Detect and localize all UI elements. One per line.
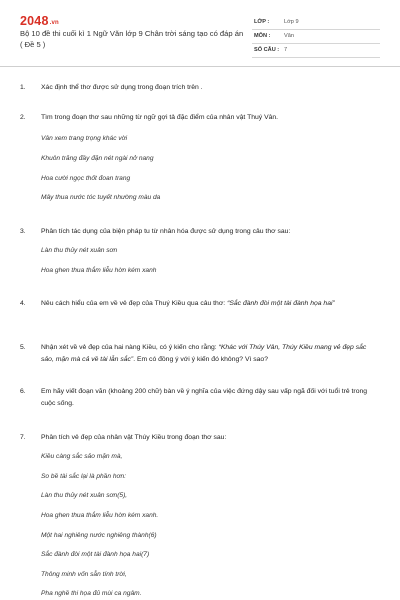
meta-label: SỐ CÂU :: [254, 47, 280, 53]
meta-row-subject: [252, 30, 380, 44]
question-6: [20, 386, 380, 410]
quoted-opinion: “Khác với Thúy Vân, Thúy Kiều mang vẻ đẹp sắc sảo, mặn mà cả về tài lẫn sắc”: [41, 344, 367, 363]
logo-number: 2048: [20, 14, 49, 28]
meta-value: Văn: [284, 33, 294, 39]
verse-line: Làn thu thủy nét xuân sơn: [41, 247, 118, 254]
question-text: Phân tích vẻ đẹp của nhân vật Thúy Kiều trong đoạn thơ sau:: [41, 434, 227, 441]
question-number: 7.: [20, 434, 26, 441]
question-text: [41, 342, 380, 366]
question-number: 1.: [20, 84, 26, 91]
question-number: 3.: [20, 228, 26, 235]
question-text-end: . Em có đồng ý với ý kiến đó không? Vì sao?: [133, 356, 268, 363]
question-number: 2.: [20, 114, 26, 121]
question-text: Tìm trong đoạn thơ sau những từ ngữ gợi tả đặc điểm của nhân vật Thuý Vân.: [41, 114, 279, 121]
meta-row-grade: [252, 16, 380, 30]
question-text: [41, 298, 380, 310]
meta-label: LỚP :: [254, 19, 270, 25]
verse-line: Pha nghề thi họa đủ mùi ca ngâm.: [41, 590, 142, 597]
question-7: [20, 432, 380, 444]
meta-value: 7: [284, 47, 288, 53]
meta-row-question-count: [252, 44, 380, 58]
verse-line: Hoa ghen thua thắm liễu hờn kém xanh.: [41, 512, 159, 519]
question-1: [20, 82, 380, 94]
verse-line: Hoa cười ngọc thốt đoan trang: [41, 175, 131, 182]
verse-line: Vân xem trang trọng khác vời: [41, 135, 128, 142]
question-text: Xác định thể thơ được sử dụng trong đoạn trích trên .: [41, 84, 203, 91]
quoted-verse: “Sắc đành đòi một tài đành họa hai”: [227, 300, 335, 307]
question-4: [20, 298, 380, 310]
document-title: Bộ 10 đề thi cuối kì 1 Ngữ Văn lớp 9 Chân trời sáng tạo có đáp án ( Đề 5 ): [20, 29, 244, 49]
question-3: [20, 226, 380, 238]
verse-line: Thông minh vốn sẵn tính trời,: [41, 571, 127, 578]
logo-domain: .vn: [49, 20, 59, 26]
site-logo[interactable]: [20, 14, 59, 28]
question-text: Em hãy viết đoạn văn (khoảng 200 chữ) bàn về ý nghĩa của việc đứng dậy sau vấp ngã đối với tuổi trẻ trong cuộc sống.: [41, 388, 368, 407]
question-text-main: Nhận xét về vẻ đẹp của hai nàng Kiều, có ý kiến cho rằng:: [41, 344, 219, 351]
verse-line: Khuôn trăng đầy đặn nét ngài nở nang: [41, 155, 154, 162]
question-number: 6.: [20, 388, 26, 395]
verse-line: Hoa ghen thua thắm liễu hờn kém xanh: [41, 267, 157, 274]
meta-label: MÔN :: [254, 33, 271, 39]
question-number: 4.: [20, 300, 26, 307]
verse-line: Làn thu thủy nét xuân sơn(5),: [41, 492, 128, 499]
verse-line: So bề tài sắc lại là phần hơn:: [41, 473, 126, 480]
header-divider: [0, 66, 400, 67]
meta-value: Lớp 9: [284, 19, 299, 25]
meta-table: [252, 16, 380, 58]
question-text: Phân tích tác dụng của biện pháp tu từ nhân hóa được sử dụng trong câu thơ sau:: [41, 228, 291, 235]
verse-line: Kiều càng sắc sảo mặn mà,: [41, 453, 123, 460]
verse-line: Mây thua nước tóc tuyết nhường màu da: [41, 194, 161, 201]
document-header: [0, 0, 400, 66]
verse-line: Sắc đành đòi một tài đành họa hai(7): [41, 551, 150, 558]
question-5: [20, 342, 380, 366]
question-2: [20, 112, 380, 124]
question-text-main: Nêu cách hiểu của em về vẻ đẹp của Thuý Kiều qua câu thơ:: [41, 300, 228, 307]
question-number: 5.: [20, 344, 26, 351]
verse-line: Một hai nghiêng nước nghiêng thành(6): [41, 532, 157, 539]
